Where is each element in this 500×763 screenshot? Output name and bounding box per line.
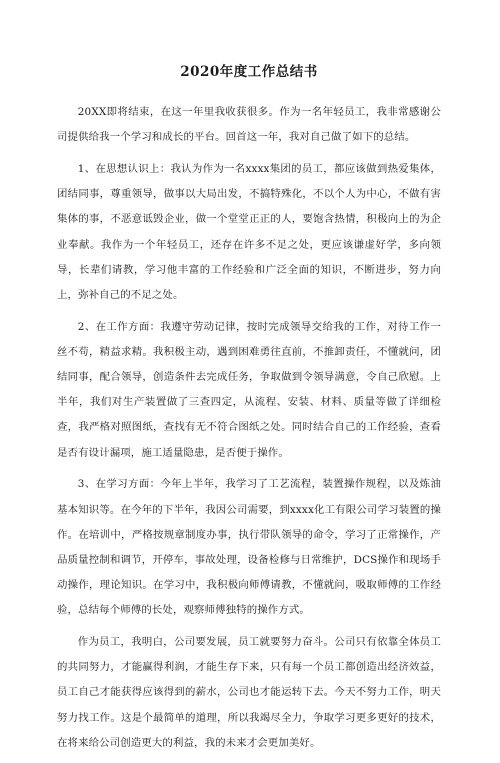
paragraph-study: 3、在学习方面：今年上半年，我学习了工艺流程，装置操作规程，以及炼油基本知识等。在今年的下半年，我因公司需要，到xxxx化工有限公司学习装置的操作。在培训中，严格按规章制度办事，执行带队领导的命令，学习了正常操作，产品质量控制和调节，开停车，事故处理，设备检修与日常维护，DCS操作和现场手动操作，理论知识。在学习中，我积极向师傅请教，不懂就问，吸取师傅的工作经验，总结每个师傅的长处，观察师傅独特的操作方式。 [57, 478, 441, 617]
paragraph-conclusion: 作为员工，我明白，公司要发展，员工就要努力奋斗。公司只有依靠全体员工的共同努力，才能赢得利润，才能生存下来，只有每一个员工都创造出经济效益，员工自己才能获得应该得到的薪水，公司也才能运转下去。今天不努力工作，明天努力找工作。这是个最简单的道理，所以我竭尽全力，争取学习更多更好的技术，在将来给公司创造更大的利益，我的未来才会更加美好。 [57, 636, 441, 749]
paragraph-intro: 20XX即将结束，在这一年里我收获很多。作为一名年轻员工，我非常感谢公司提供给我一个学习和成长的平台。回首这一年，我对自己做了如下的总结。 [57, 106, 441, 144]
document-page [57, 60, 441, 763]
paragraph-work: 2、在工作方面：我遵守劳动记律，按时完成领导交给我的工作，对待工作一丝不苟，精益求精。我积极主动，遇到困难勇往直前，不推卸责任，不懂就问，团结同事，配合领导，创造条件去完成任务，争取做到令领导满意，令自己欣慰。上半年，我们对生产装置做了三查四定，从流程、安装、材料、质量等做了详细检查，我严格对照图纸，查找有无不符合图纸之处。同时结合自己的工作经验，查看是否有设计漏项，施工适量隐患，是否便于操作。 [57, 320, 441, 459]
document-title: 2020年度工作总结书 [180, 64, 318, 80]
paragraph-ideology: 1、在思想认识上：我认为作为一名xxxx集团的员工，都应该做到热爱集体，团结同事，尊重领导，做事以大局出发，不搞特殊化，不以个人为中心，不做有害集体的事，不恶意诋毁企业，做一个堂堂正正的人，要饱含热情，积极向上的为企业奉献。我作为一个年轻员工，还存在许多不足之处，更应该谦虚好学，多向领导，长辈们请教，学习他丰富的工作经验和广泛全面的知识，不断进步，努力向上，弥补自己的不足之处。 [57, 162, 441, 301]
